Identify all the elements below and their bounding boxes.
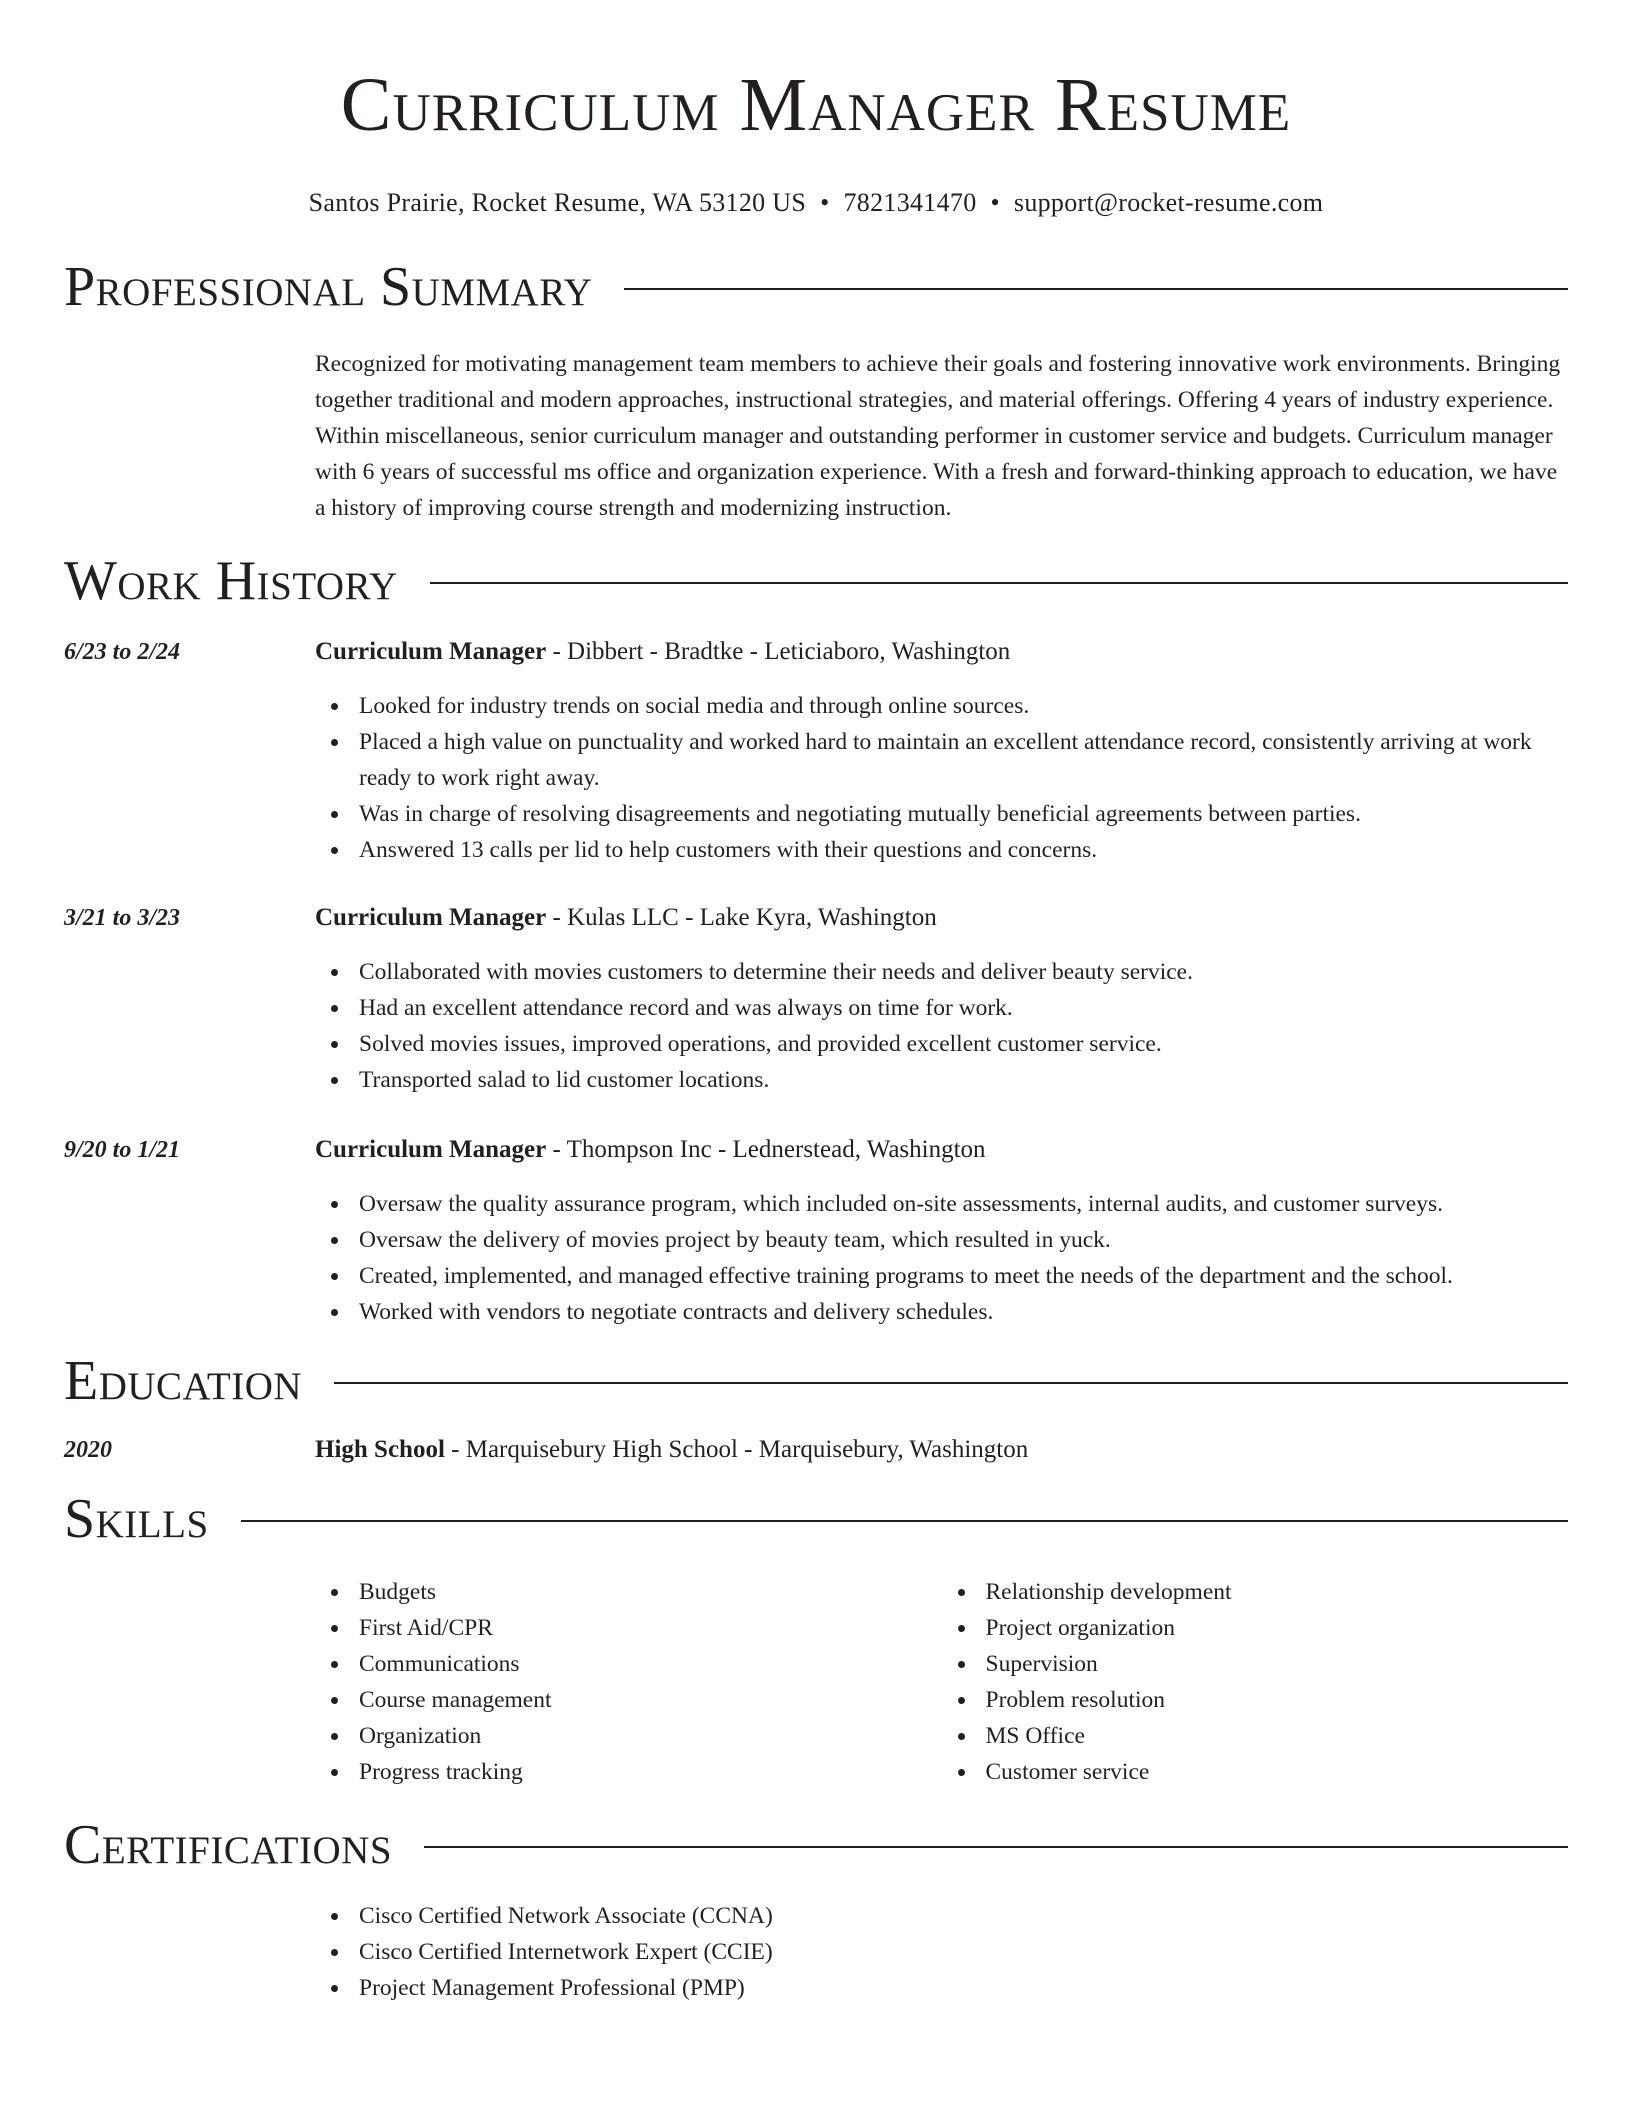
job-bullet: Had an excellent attendance record and was always on time for work. — [359, 990, 1568, 1026]
section-divider — [430, 582, 1568, 584]
skill-item: Budgets — [359, 1574, 942, 1610]
skill-item: Customer service — [986, 1754, 1569, 1790]
job-bullets-wrap — [315, 954, 1568, 1098]
skill-item: Supervision — [986, 1646, 1569, 1682]
skill-item: Organization — [359, 1718, 942, 1754]
job-bullets-wrap — [315, 688, 1568, 868]
skill-item: Project organization — [986, 1610, 1569, 1646]
job-bullets — [315, 1186, 1568, 1330]
job-bullets — [315, 688, 1568, 868]
section-title: Professional Summary — [64, 256, 593, 318]
summary-text: Recognized for motivating management team members to achieve their goals and fostering innovative work environments. Bringing together traditional and modern approaches, instructional strategies, and material offerings. Offering 4 years of industry experience. Within miscellaneous, senior curriculum manager and outstanding performer in customer service and budgets. Curriculum manager with 6 years of successful ms office and organization experience. With a fresh and forward-thinking approach to education, we have a history of improving course strength and modernizing instruction. — [315, 351, 1561, 521]
contact-line — [64, 186, 1568, 220]
job-role: Curriculum Manager — [315, 638, 547, 665]
certifications-section — [64, 1812, 1568, 2006]
work-history-section — [64, 548, 1568, 1330]
job-dates: 9/20 to 1/21 — [64, 1137, 181, 1163]
section-divider — [334, 1382, 1568, 1384]
section-header — [64, 1486, 1568, 1552]
section-header — [64, 1348, 1568, 1414]
education-row — [64, 1432, 1568, 1468]
skill-item: Problem resolution — [986, 1682, 1569, 1718]
job-details: - Dibbert - Bradtke - Leticiaboro, Washington — [546, 638, 1011, 665]
contact-address: Santos Prairie, Rocket Resume, WA 53120 US — [308, 188, 807, 217]
job-bullets — [315, 954, 1568, 1098]
job-bullet: Created, implemented, and managed effective training programs to meet the needs of the department and the school. — [359, 1258, 1568, 1294]
job-headline-row — [64, 900, 1568, 936]
job-bullets-wrap — [315, 1186, 1568, 1330]
resume-name: Curriculum Manager Resume — [340, 63, 1292, 147]
skill-item: MS Office — [986, 1718, 1569, 1754]
job-headline-row — [64, 634, 1568, 670]
summary-body — [315, 320, 1568, 526]
certification-item: Cisco Certified Internetwork Expert (CCIE) — [359, 1934, 1568, 1970]
skill-item: First Aid/CPR — [359, 1610, 942, 1646]
skills-grid — [315, 1552, 1568, 1790]
summary-section — [64, 254, 1568, 526]
job-bullet: Transported salad to lid customer locations. — [359, 1062, 1568, 1098]
job-bullet: Was in charge of resolving disagreements and negotiating mutually beneficial agreements between parties. — [359, 796, 1568, 832]
job-bullet: Oversaw the delivery of movies project by beauty team, which resulted in yuck. — [359, 1222, 1568, 1258]
section-divider — [624, 288, 1568, 290]
job-entry — [64, 1132, 1568, 1330]
section-divider — [241, 1520, 1568, 1522]
job-entry — [64, 634, 1568, 868]
contact-separator: • — [820, 188, 830, 217]
section-title: Skills — [64, 1488, 209, 1550]
job-headline — [315, 634, 1010, 670]
job-bullet: Placed a high value on punctuality and worked hard to maintain an excellent attendance record, consistently arriving at work ready to work right away. — [359, 724, 1568, 796]
certifications-list — [315, 1898, 1568, 2006]
education-degree: High School — [315, 1436, 445, 1463]
education-section — [64, 1348, 1568, 1468]
skill-item: Course management — [359, 1682, 942, 1718]
job-dates: 6/23 to 2/24 — [64, 639, 181, 665]
section-header — [64, 548, 1568, 614]
skill-item: Relationship development — [986, 1574, 1569, 1610]
skill-item: Communications — [359, 1646, 942, 1682]
certification-item: Project Management Professional (PMP) — [359, 1970, 1568, 2006]
section-header — [64, 254, 1568, 320]
skills-list-left — [315, 1574, 942, 1790]
skills-section — [64, 1486, 1568, 1790]
education-year: 2020 — [64, 1437, 112, 1463]
job-bullet: Solved movies issues, improved operations, and provided excellent customer service. — [359, 1026, 1568, 1062]
job-role: Curriculum Manager — [315, 1136, 547, 1163]
contact-email: support@rocket-resume.com — [1013, 188, 1324, 217]
job-headline — [315, 1132, 986, 1168]
job-bullet: Collaborated with movies customers to determine their needs and deliver beauty service. — [359, 954, 1568, 990]
resume-page — [64, 0, 1568, 2006]
education-details: - Marquisebury High School - Marquisebury, Washington — [444, 1436, 1029, 1463]
section-divider — [424, 1846, 1568, 1848]
contact-phone: 7821341470 — [843, 188, 977, 217]
job-headline-row — [64, 1132, 1568, 1168]
certification-item: Cisco Certified Network Associate (CCNA) — [359, 1898, 1568, 1934]
section-title: Certifications — [64, 1814, 393, 1876]
contact-separator: • — [990, 188, 1000, 217]
skill-item: Progress tracking — [359, 1754, 942, 1790]
section-title: Work History — [64, 550, 398, 612]
job-headline — [315, 900, 937, 936]
job-bullet: Oversaw the quality assurance program, which included on-site assessments, internal audits, and customer surveys. — [359, 1186, 1568, 1222]
job-entry — [64, 900, 1568, 1098]
job-role: Curriculum Manager — [315, 904, 547, 931]
certifications-body — [315, 1878, 1568, 2006]
job-bullet: Looked for industry trends on social media and through online sources. — [359, 688, 1568, 724]
job-details: - Thompson Inc - Lednerstead, Washington — [546, 1136, 986, 1163]
job-dates: 3/21 to 3/23 — [64, 905, 181, 931]
section-title: Education — [64, 1350, 303, 1412]
section-header — [64, 1812, 1568, 1878]
education-headline — [315, 1432, 1028, 1468]
job-bullet: Worked with vendors to negotiate contracts and delivery schedules. — [359, 1294, 1568, 1330]
skills-list-right — [942, 1574, 1569, 1790]
job-bullet: Answered 13 calls per lid to help customers with their questions and concerns. — [359, 832, 1568, 868]
job-details: - Kulas LLC - Lake Kyra, Washington — [546, 904, 937, 931]
